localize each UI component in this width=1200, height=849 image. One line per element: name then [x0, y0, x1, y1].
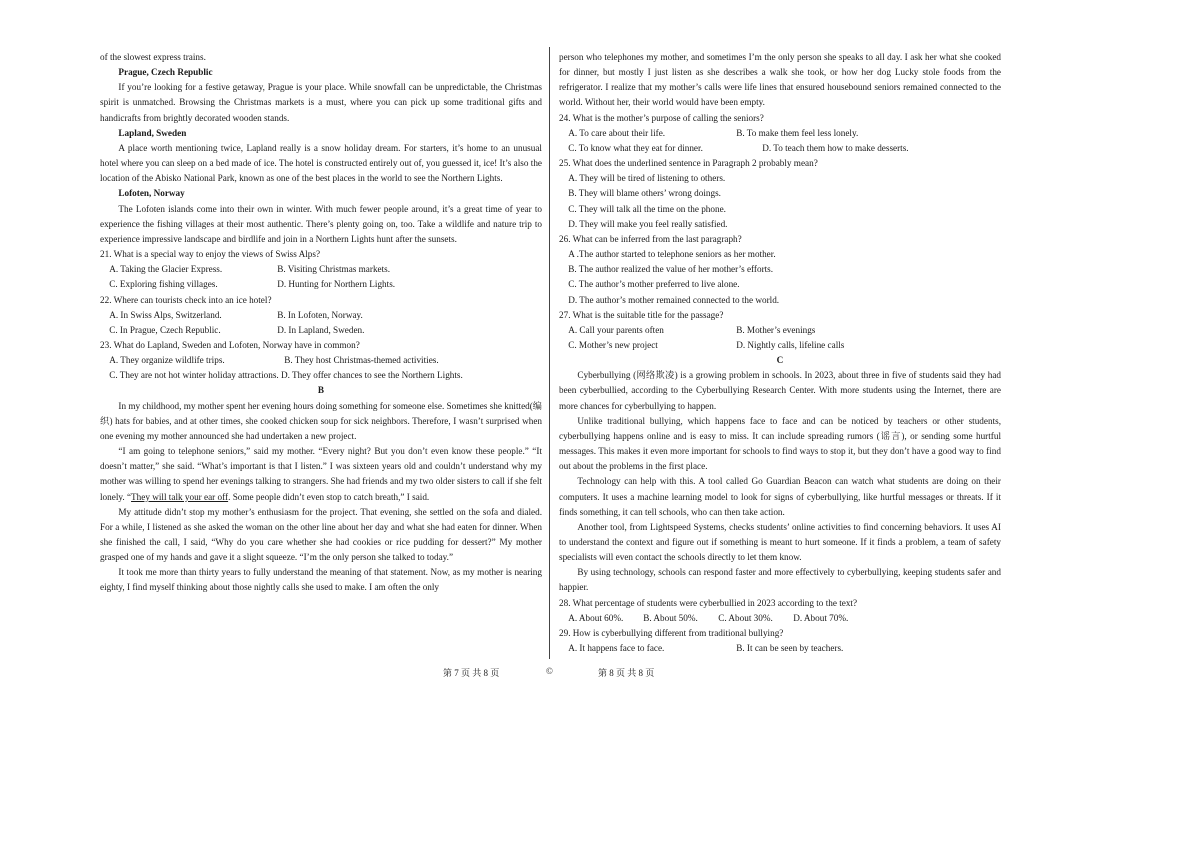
option-b: B. In Lofoten, Norway.: [277, 309, 363, 320]
option-c: C. The author’s mother preferred to live alone.: [568, 279, 740, 290]
option-b: B. To make them feel less lonely.: [736, 127, 859, 138]
options-row: [100, 353, 542, 368]
option-d: D. About 70%.: [793, 612, 849, 623]
question-24: 24. What is the mother’s purpose of calling the seniors?: [559, 112, 764, 123]
paragraph: In my childhood, my mother spent her evening hours doing something for someone else. Sometimes she knitted(编织) hats for babies, and at other times, she cooked chicken soup for sick neighbors. Therefore, I wasn’t surprised when one evening my mother announced she had undertaken a new project.: [100, 400, 542, 441]
paragraph: My attitude didn’t stop my mother’s enthusiasm for the project. That evening, she settled on the sofa and dialed. For a while, I listened as she asked the woman on the other line about her day and what she had eaten for dinner. When she finished the call, I said, “Why do you care whether she had cookies or rice pudding for dessert?” My mother grasped one of my hands and gave it a slight squeeze. “I’m the only person she talked to today.”: [100, 506, 542, 563]
option-b: B. They host Christmas-themed activities.: [284, 355, 439, 366]
option-a: A. In Swiss Alps, Switzerland.: [109, 309, 222, 320]
paragraph: The Lofoten islands come into their own in winter. With much fewer people around, it’s a great time of year to experience the fishing villages at their most authentic. There’s plenty going on, too. Take a wildlife and nature trip to experience impressive landscape and birdlife and join in a Northern Lights hunt after the sunsets.: [100, 203, 542, 244]
question-28: 28. What percentage of students were cyberbullied in 2023 according to the text?: [559, 597, 858, 608]
options-row: [559, 126, 1001, 141]
paragraph: By using technology, schools can respond faster and more effectively to cyberbullying, keeping students safer and happier.: [559, 567, 1001, 593]
paragraph: A place worth mentioning twice, Lapland really is a snow holiday dream. For starters, it’s home to an unusual hotel where you can sleep on a bed made of ice. The hotel is constructed entirely out of, you guessed it, ice! It’s also the location of the Abisko National Park, known as one of the best places in the world to see the Northern Lights.: [100, 142, 542, 184]
options-row: [559, 611, 1001, 626]
underlined-sentence: They will talk your ear off: [131, 491, 229, 502]
paragraph: Another tool, from Lightspeed Systems, checks students’ online activities to find concerning behaviors. It uses AI to understand the context and figure out if something is meant to hurt someone. If it finds a problem, a team of safety specialists will even contact the schools directly to let them know.: [559, 521, 1001, 563]
option-c: C. Exploring fishing villages.: [109, 279, 218, 290]
option-c: C. Mother’s new project: [568, 339, 658, 350]
option-d: D. Nightly calls, lifeline calls: [736, 339, 845, 350]
options-row: [100, 308, 542, 323]
option-c: C. To know what they eat for dinner.: [568, 142, 703, 153]
option-c-d: C. They are not hot winter holiday attractions. D. They offer chances to see the Northern Lights.: [109, 370, 463, 381]
options-row: [559, 641, 1001, 656]
option-b: B. The author realized the value of her mother’s efforts.: [568, 264, 774, 275]
option-a: A. Taking the Glacier Express.: [109, 264, 223, 275]
paragraph: Technology can help with this. A tool called Go Guardian Beacon can watch what students are doing on their computers. It uses a machine learning model to look for signs of cyberbullying, like hurtful messages or threats. If it finds something, it can tell schools, who can then take action.: [559, 476, 1001, 517]
paragraph: of the slowest express trains.: [100, 52, 206, 62]
option-b: B. They will blame others’ wrong doings.: [568, 188, 721, 199]
paragraph-text: “I am going to telephone seniors,” said my mother. “Every night? But you don’t even know these people.” “It doesn’t matter,” she said. “What’s important is that I listen.” I was sixteen years old and couldn’t understand why my mother was willing to spend her evenings talking to strangers. She had friends and my two older sisters to call if she felt lonely. “: [100, 446, 542, 502]
paragraph: If you’re looking for a festive getaway, Prague is your place. While snowfall can be unpredictable, the Christmas spirit is unmatched. Browsing the Christmas markets is a must, where you can pick up some traditional gifts and handicrafts from brightly decorated wooden stands.: [100, 82, 542, 123]
option-d: D. Hunting for Northern Lights.: [277, 279, 396, 290]
option-a: A .The author started to telephone seniors as her mother.: [568, 249, 776, 260]
question-22: 22. Where can tourists check into an ice hotel?: [100, 294, 272, 305]
option-a: A. About 60%.: [568, 612, 624, 623]
page-number-left: 第 7 页 共 8 页: [443, 668, 500, 678]
paragraph: It took me more than thirty years to fully understand the meaning of that statement. Now, as my mother is nearing eighty, I find myself thinking about those nightly calls she used to make. I am often the only: [100, 567, 542, 593]
section-heading: Lapland, Sweden: [118, 127, 187, 138]
option-d: D. They will make you feel really satisfied.: [568, 218, 728, 229]
paragraph-text: . Some people didn’t even stop to catch breath,” I said.: [228, 491, 430, 502]
option-c: C. They will talk all the time on the phone.: [568, 203, 726, 214]
options-row: [100, 323, 542, 338]
option-c: C. In Prague, Czech Republic.: [109, 324, 221, 335]
option-b: B. Mother’s evenings: [736, 324, 816, 335]
section-heading: Prague, Czech Republic: [118, 67, 213, 78]
question-29: 29. How is cyberbullying different from traditional bullying?: [559, 627, 784, 638]
question-25: 25. What does the underlined sentence in Paragraph 2 probably mean?: [559, 158, 818, 169]
section-heading: Lofoten, Norway: [118, 188, 185, 199]
options-row: [100, 262, 542, 277]
option-a: A. It happens face to face.: [568, 643, 665, 654]
question-23: 23. What do Lapland, Sweden and Lofoten, Norway have in common?: [100, 339, 360, 350]
paragraph: [100, 444, 542, 505]
column-divider: [549, 47, 550, 659]
option-b: B. Visiting Christmas markets.: [277, 264, 391, 275]
option-c: C. About 30%.: [718, 612, 773, 623]
left-page-column: [100, 50, 542, 596]
option-a: A. They organize wildlife trips.: [109, 355, 225, 366]
option-d: D. The author’s mother remained connected to the world.: [568, 294, 780, 305]
option-d: D. In Lapland, Sweden.: [277, 324, 365, 335]
right-page-column: [559, 50, 1001, 656]
page-number-right: 第 8 页 共 8 页: [598, 668, 655, 678]
option-a: A. To care about their life.: [568, 127, 666, 138]
options-row: [559, 323, 1001, 338]
options-row: [559, 141, 1001, 156]
option-d: D. To teach them how to make desserts.: [762, 142, 909, 153]
option-a: A. Call your parents often: [568, 324, 664, 335]
question-26: 26. What can be inferred from the last paragraph?: [559, 233, 742, 244]
section-c-heading: C: [776, 355, 784, 366]
question-27: 27. What is the suitable title for the passage?: [559, 309, 724, 320]
option-b: B. About 50%.: [643, 612, 698, 623]
option-b: B. It can be seen by teachers.: [736, 643, 844, 654]
options-row: [100, 368, 542, 383]
section-b-heading: B: [317, 385, 325, 396]
paragraph: person who telephones my mother, and sometimes I’m the only person she speaks to all day. I ask her what she cooked for dinner, but mostly I just listen as she describes a walk she took, or how her dog Lucky stole foods from the refrigerator. I realize that my mother’s calls were life lines that ensured housebound seniors remained connected to the world. Without her, their world would have been empty.: [559, 52, 1001, 108]
question-21: 21. What is a special way to enjoy the views of Swiss Alps?: [100, 249, 321, 260]
paragraph: Cyberbullying (网络欺凌) is a growing problem in schools. In 2023, about three in five of students said they had been cyberbullied, according to the Cyberbullying Research Center. With more students using the Internet, there are more chances for cyberbullying to happen.: [559, 370, 1001, 411]
options-row: [559, 338, 1001, 353]
copyright-mark: ©: [546, 666, 553, 676]
option-a: A. They will be tired of listening to others.: [568, 173, 726, 184]
options-row: [100, 277, 542, 292]
paragraph: Unlike traditional bullying, which happens face to face and can be noticed by teachers or other students, cyberbullying happens online and is easy to miss. It can include spreading rumors (谣言), or sending some hurtful messages. This makes it even more important for schools to find ways to stop it, but they don’t have a good way to find out about the problems in the first place.: [559, 415, 1001, 472]
